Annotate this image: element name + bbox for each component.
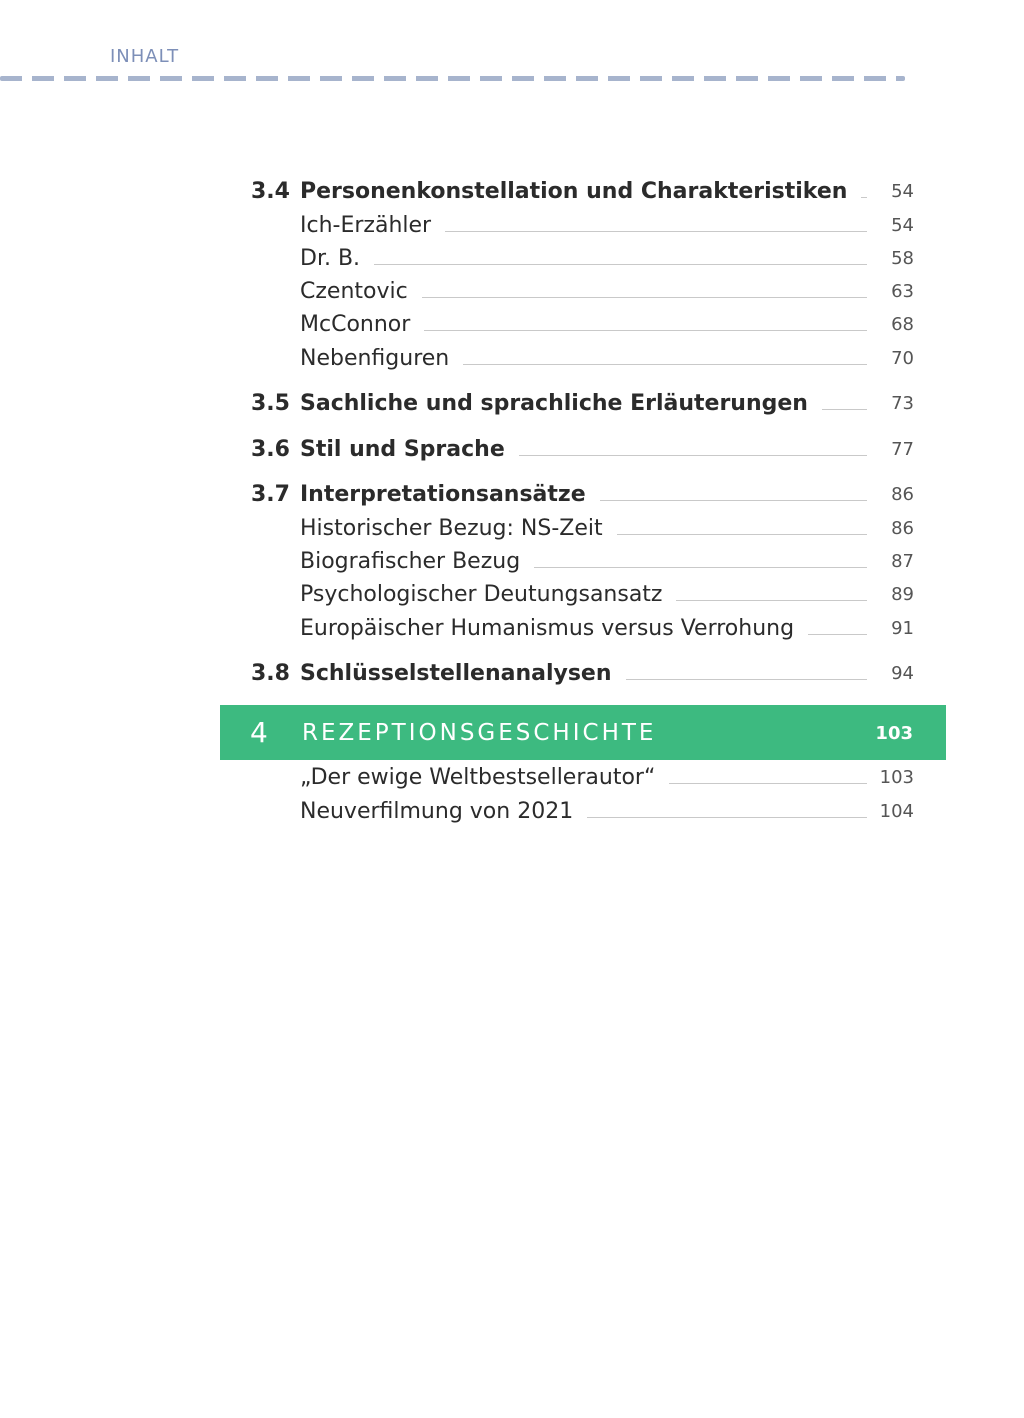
toc-entry-weltbestsellerautor[interactable] [0,761,1024,795]
subsection-title: Historischer Bezug: NS-Zeit [300,512,617,546]
toc-entry-3-7[interactable] [0,478,1024,512]
toc-entry-nebenfiguren[interactable] [0,342,1024,376]
chapter-page-number: 103 [875,723,913,744]
subsection-title: Ich-Erzähler [300,209,445,243]
toc-entry-3-5[interactable] [0,387,1024,421]
page-number: 77 [891,439,914,460]
subsection-title: Europäischer Humanismus versus Verrohung [300,612,808,646]
toc-entry-biografischer-bezug[interactable] [0,545,1024,579]
section-number: 3.4 [251,179,290,204]
page-number: 91 [891,618,914,639]
section-title: Interpretationsansätze [300,478,600,512]
chapter-number: 4 [250,716,268,749]
toc-entry-historischer-bezug[interactable] [0,512,1024,546]
toc-entry-mcconnor[interactable] [0,308,1024,342]
page-number: 73 [891,393,914,414]
subsection-title: Biografischer Bezug [300,545,534,579]
subsection-title: „Der ewige Weltbestsellerautor“ [300,761,669,795]
page-number: 89 [891,584,914,605]
page-number: 54 [891,181,914,202]
page-number: 54 [891,215,914,236]
dotted-leader [300,264,867,265]
section-title: Sachliche und sprachliche Erläuterungen [300,387,822,421]
toc-entry-3-8[interactable] [0,657,1024,691]
toc-entry-czentovic[interactable] [0,275,1024,309]
toc-entry-dr-b[interactable] [0,242,1024,276]
page-number: 94 [891,663,914,684]
section-number: 3.8 [251,661,290,686]
section-number: 3.5 [251,391,290,416]
subsection-title: Dr. B. [300,242,374,276]
section-title: Stil und Sprache [300,433,519,467]
toc-entry-ich-erzaehler[interactable] [0,209,1024,243]
page-number: 68 [891,314,914,335]
subsection-title: McConnor [300,308,424,342]
subsection-title: Nebenfiguren [300,342,463,376]
toc-entry-europaeischer-humanismus[interactable] [0,612,1024,646]
toc-entry-3-6[interactable] [0,433,1024,467]
header-label: INHALT [110,46,180,67]
subsection-title: Neuverfilmung von 2021 [300,795,587,829]
section-title: Personenkonstellation und Charakteristiken [300,175,861,209]
page-number: 104 [879,801,914,822]
chapter-title: REZEPTIONSGESCHICHTE [302,720,657,746]
page-number: 58 [891,248,914,269]
section-number: 3.7 [251,482,290,507]
toc-entry-neuverfilmung[interactable] [0,795,1024,829]
subsection-title: Psychologischer Deutungsansatz [300,578,676,612]
page-number: 103 [879,767,914,788]
page-number: 63 [891,281,914,302]
page-number: 87 [891,551,914,572]
chapter-heading-4[interactable] [220,705,946,760]
page-number: 70 [891,348,914,369]
subsection-title: Czentovic [300,275,422,309]
page-number: 86 [891,484,914,505]
section-number: 3.6 [251,437,290,462]
toc-entry-3-4[interactable] [0,175,1024,209]
toc-entry-psychologischer-ansatz[interactable] [0,578,1024,612]
page-number: 86 [891,518,914,539]
section-title: Schlüsselstellenanalysen [300,657,626,691]
header-dashed-rule [0,76,905,81]
